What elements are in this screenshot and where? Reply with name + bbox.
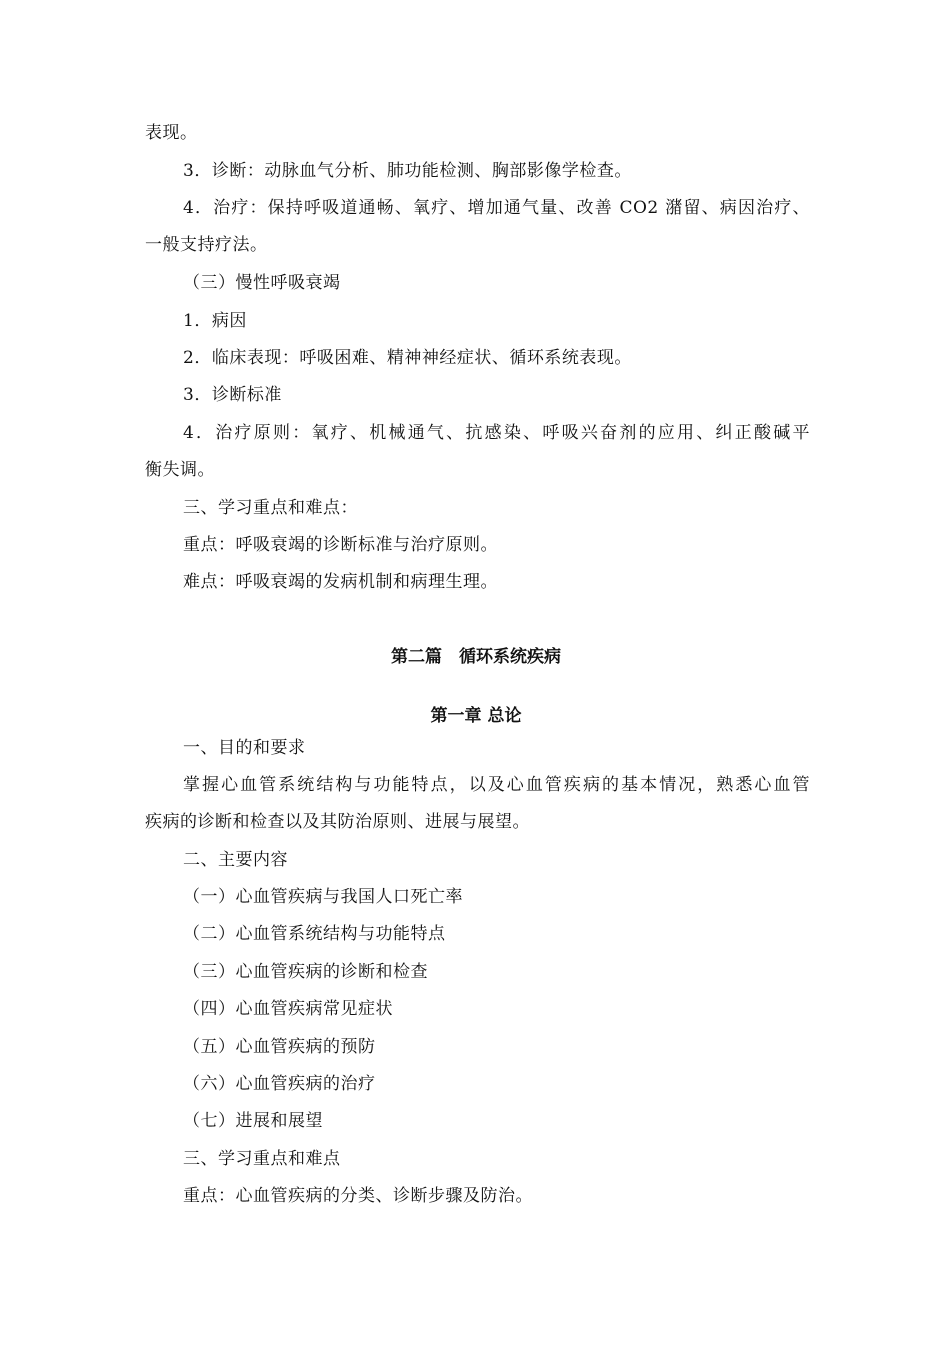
subsection-heading: （三）慢性呼吸衰竭 — [183, 273, 341, 293]
text-line: 一般支持疗法。 — [145, 235, 268, 255]
list-item: （二）心血管系统结构与功能特点 — [183, 924, 446, 944]
chapter-title: 第一章 总论 — [430, 706, 522, 726]
part-title: 第二篇 循环系统疾病 — [391, 647, 561, 667]
text-line: 衡失调。 — [145, 460, 215, 480]
list-item: （六）心血管疾病的治疗 — [183, 1074, 376, 1094]
text-line: 重点：呼吸衰竭的诊断标准与治疗原则。 — [183, 535, 498, 555]
section-heading: 三、学习重点和难点： — [183, 498, 358, 518]
section-heading: 一、目的和要求 — [183, 738, 306, 758]
text-line: 2．临床表现：呼吸困难、精神神经症状、循环系统表现。 — [183, 348, 632, 368]
text-line: 疾病的诊断和检查以及其防治原则、进展与展望。 — [145, 812, 530, 832]
text-line: 3．诊断标准 — [183, 385, 282, 405]
list-item: （四）心血管疾病常见症状 — [183, 999, 393, 1019]
list-item: （七）进展和展望 — [183, 1111, 323, 1131]
section-heading: 三、学习重点和难点 — [183, 1149, 341, 1169]
text-line: 掌握心血管系统结构与功能特点，以及心血管疾病的基本情况，熟悉心血管 — [183, 775, 810, 795]
text-line: 难点：呼吸衰竭的发病机制和病理生理。 — [183, 572, 498, 592]
list-item: （一）心血管疾病与我国人口死亡率 — [183, 887, 463, 907]
section-heading: 二、主要内容 — [183, 850, 288, 870]
text-line: 3．诊断：动脉血气分析、肺功能检测、胸部影像学检查。 — [183, 161, 632, 181]
list-item: （五）心血管疾病的预防 — [183, 1037, 376, 1057]
text-line: 4．治疗：保持呼吸道通畅、氧疗、增加通气量、改善 CO2 潴留、病因治疗、 — [183, 198, 810, 218]
text-line: 重点：心血管疾病的分类、诊断步骤及防治。 — [183, 1186, 533, 1206]
text-line: 4．治疗原则：氧疗、机械通气、抗感染、呼吸兴奋剂的应用、纠正酸碱平 — [183, 423, 810, 443]
list-item: （三）心血管疾病的诊断和检查 — [183, 962, 428, 982]
text-line: 表现。 — [145, 123, 198, 143]
text-line: 1．病因 — [183, 311, 247, 331]
